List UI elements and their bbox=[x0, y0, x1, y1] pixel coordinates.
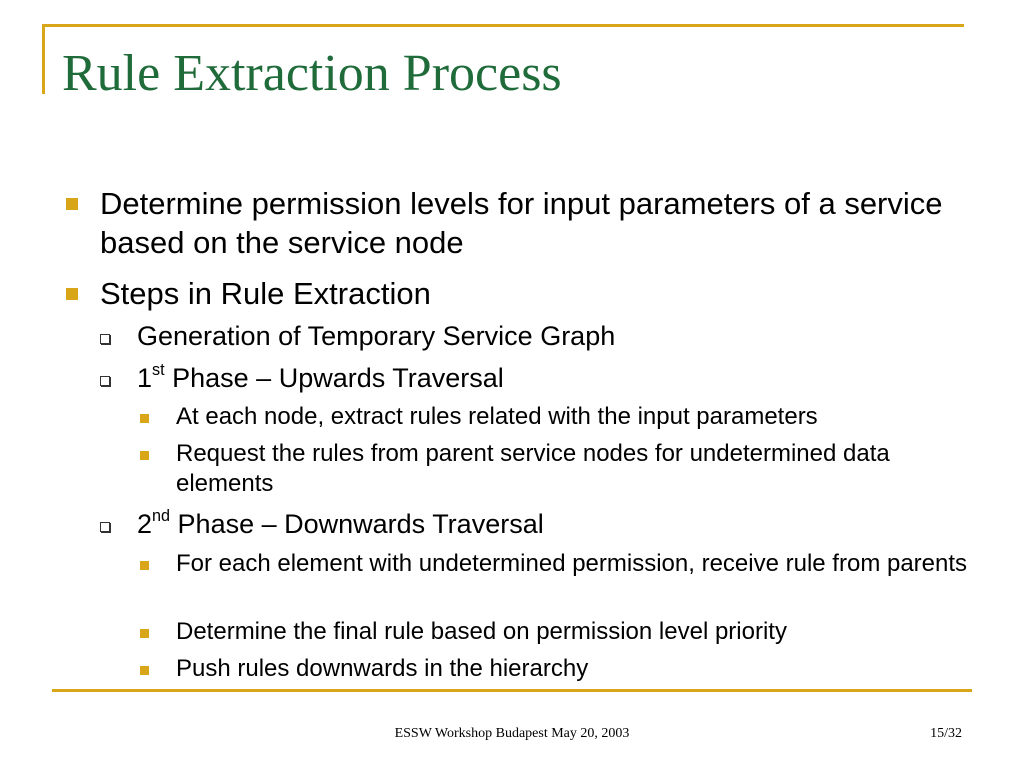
sub-sub-bullet-item bbox=[176, 402, 976, 432]
phase-label: Phase – Upwards Traversal bbox=[164, 363, 504, 393]
slide-number: 15/32 bbox=[930, 726, 962, 741]
bullet-text: Steps in Rule Extraction bbox=[100, 276, 431, 311]
left-frame-line bbox=[42, 24, 45, 94]
sub-sub-bullet-item bbox=[176, 549, 976, 579]
bullet-item bbox=[100, 274, 970, 313]
hollow-square-bullet-icon bbox=[100, 334, 110, 344]
slide-title: Rule Extraction Process bbox=[62, 45, 562, 102]
square-bullet-icon bbox=[140, 561, 149, 570]
sub-sub-bullet-text: Determine the final rule based on permission level priority bbox=[176, 618, 787, 645]
phase-label: Phase – Downwards Traversal bbox=[170, 509, 544, 539]
sub-sub-bullet-item bbox=[176, 654, 976, 684]
sub-bullet-text bbox=[137, 360, 504, 393]
sub-bullet-text bbox=[137, 506, 544, 539]
hollow-square-bullet-icon bbox=[100, 522, 110, 532]
square-bullet-icon bbox=[66, 198, 78, 210]
sub-sub-bullet-text: For each element with undetermined permission, receive rule from parents bbox=[176, 550, 968, 577]
ordinal-suffix: nd bbox=[152, 506, 171, 525]
footer-caption: ESSW Workshop Budapest May 20, 2003 bbox=[394, 726, 630, 741]
sub-sub-bullet-item bbox=[176, 439, 976, 499]
sub-bullet-item bbox=[137, 362, 967, 395]
bullet-item bbox=[100, 184, 970, 262]
square-bullet-icon bbox=[140, 414, 149, 423]
sub-bullet-item bbox=[137, 320, 967, 353]
ordinal-number: 1 bbox=[137, 363, 153, 393]
footer-divider bbox=[52, 689, 972, 692]
ordinal-suffix: st bbox=[152, 360, 165, 379]
square-bullet-icon bbox=[140, 666, 149, 675]
sub-bullet-item bbox=[137, 508, 967, 541]
square-bullet-icon bbox=[140, 451, 149, 460]
sub-bullet-text: Generation of Temporary Service Graph bbox=[137, 321, 616, 351]
sub-sub-bullet-text: Push rules downwards in the hierarchy bbox=[176, 655, 589, 682]
hollow-square-bullet-icon bbox=[100, 376, 110, 386]
top-frame-line bbox=[42, 24, 964, 27]
sub-sub-bullet-text: Request the rules from parent service nodes for undetermined data elements bbox=[176, 440, 890, 497]
sub-sub-bullet-item bbox=[176, 617, 976, 647]
bullet-text: Determine permission levels for input parameters of a service based on the service node bbox=[100, 186, 943, 260]
square-bullet-icon bbox=[66, 288, 78, 300]
ordinal-number: 2 bbox=[137, 509, 153, 539]
square-bullet-icon bbox=[140, 629, 149, 638]
sub-sub-bullet-text: At each node, extract rules related with the input parameters bbox=[176, 403, 818, 430]
